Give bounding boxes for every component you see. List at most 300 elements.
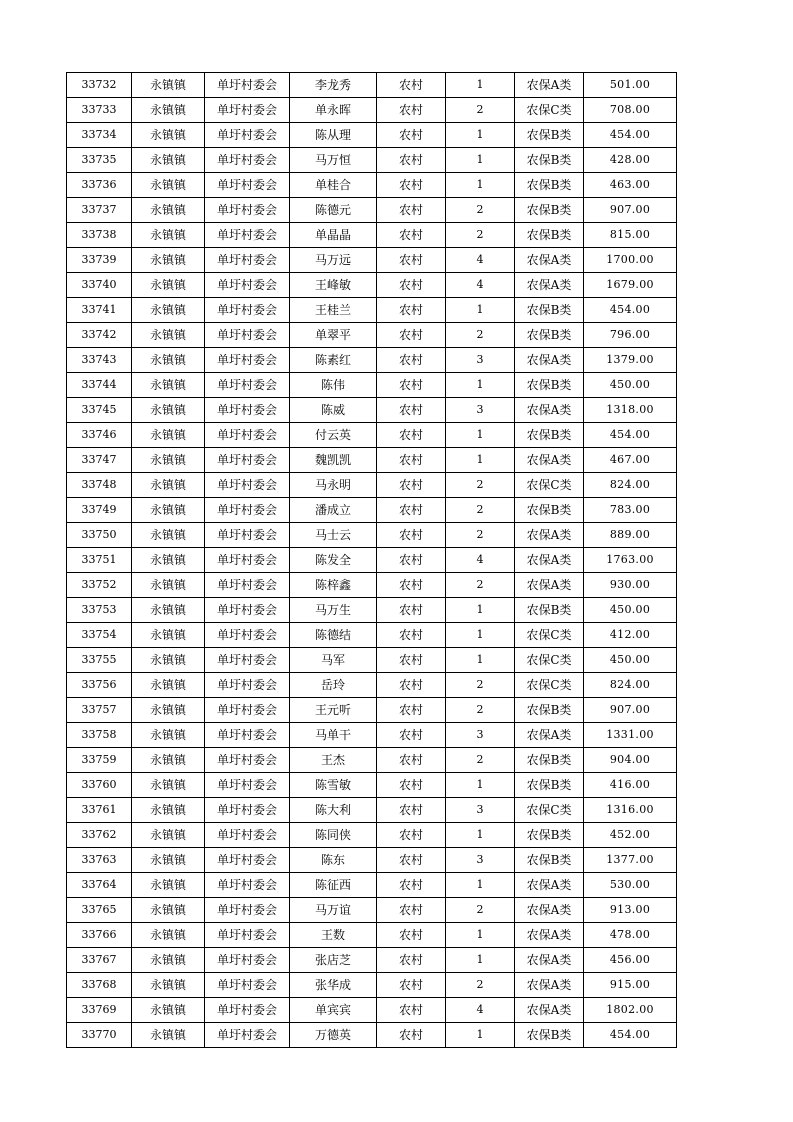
- cell-village: 单圩村委会: [205, 498, 290, 523]
- cell-category: 农保A类: [515, 523, 584, 548]
- cell-category: 农保B类: [515, 323, 584, 348]
- cell-amount: 1700.00: [584, 248, 677, 273]
- cell-type: 农村: [377, 248, 446, 273]
- cell-town: 永镇镇: [132, 773, 205, 798]
- cell-amount: 824.00: [584, 673, 677, 698]
- cell-id: 33739: [67, 248, 132, 273]
- cell-type: 农村: [377, 848, 446, 873]
- cell-category: 农保B类: [515, 148, 584, 173]
- table-row: [67, 798, 677, 823]
- cell-amount: 501.00: [584, 73, 677, 98]
- cell-id: 33770: [67, 1023, 132, 1048]
- cell-count: 1: [446, 873, 515, 898]
- data-table: [66, 72, 677, 1048]
- cell-id: 33756: [67, 673, 132, 698]
- cell-village: 单圩村委会: [205, 848, 290, 873]
- cell-town: 永镇镇: [132, 498, 205, 523]
- table-row: [67, 173, 677, 198]
- cell-amount: 824.00: [584, 473, 677, 498]
- cell-count: 1: [446, 173, 515, 198]
- cell-id: 33752: [67, 573, 132, 598]
- cell-category: 农保B类: [515, 598, 584, 623]
- cell-name: 陈发全: [290, 548, 377, 573]
- cell-id: 33757: [67, 698, 132, 723]
- cell-id: 33743: [67, 348, 132, 373]
- cell-category: 农保B类: [515, 423, 584, 448]
- cell-town: 永镇镇: [132, 423, 205, 448]
- cell-village: 单圩村委会: [205, 423, 290, 448]
- cell-category: 农保A类: [515, 923, 584, 948]
- table-row: [67, 923, 677, 948]
- cell-category: 农保A类: [515, 398, 584, 423]
- cell-category: 农保A类: [515, 273, 584, 298]
- cell-amount: 450.00: [584, 648, 677, 673]
- table-row: [67, 448, 677, 473]
- cell-count: 1: [446, 423, 515, 448]
- cell-count: 3: [446, 798, 515, 823]
- cell-amount: 915.00: [584, 973, 677, 998]
- cell-count: 4: [446, 548, 515, 573]
- cell-id: 33763: [67, 848, 132, 873]
- cell-town: 永镇镇: [132, 398, 205, 423]
- cell-amount: 796.00: [584, 323, 677, 348]
- cell-type: 农村: [377, 398, 446, 423]
- cell-village: 单圩村委会: [205, 323, 290, 348]
- cell-town: 永镇镇: [132, 873, 205, 898]
- cell-amount: 463.00: [584, 173, 677, 198]
- cell-type: 农村: [377, 873, 446, 898]
- table-row: [67, 773, 677, 798]
- cell-name: 单晶晶: [290, 223, 377, 248]
- cell-type: 农村: [377, 573, 446, 598]
- cell-town: 永镇镇: [132, 148, 205, 173]
- cell-amount: 1377.00: [584, 848, 677, 873]
- cell-town: 永镇镇: [132, 698, 205, 723]
- cell-amount: 467.00: [584, 448, 677, 473]
- cell-amount: 450.00: [584, 373, 677, 398]
- cell-type: 农村: [377, 473, 446, 498]
- cell-town: 永镇镇: [132, 523, 205, 548]
- cell-category: 农保C类: [515, 798, 584, 823]
- cell-amount: 450.00: [584, 598, 677, 623]
- cell-category: 农保B类: [515, 823, 584, 848]
- cell-amount: 1763.00: [584, 548, 677, 573]
- cell-category: 农保B类: [515, 173, 584, 198]
- table-row: [67, 723, 677, 748]
- cell-id: 33736: [67, 173, 132, 198]
- cell-village: 单圩村委会: [205, 998, 290, 1023]
- cell-village: 单圩村委会: [205, 548, 290, 573]
- cell-village: 单圩村委会: [205, 98, 290, 123]
- cell-town: 永镇镇: [132, 723, 205, 748]
- cell-count: 1: [446, 948, 515, 973]
- cell-type: 农村: [377, 423, 446, 448]
- cell-id: 33758: [67, 723, 132, 748]
- cell-village: 单圩村委会: [205, 973, 290, 998]
- table-row: [67, 598, 677, 623]
- cell-amount: 456.00: [584, 948, 677, 973]
- cell-town: 永镇镇: [132, 898, 205, 923]
- cell-name: 陈东: [290, 848, 377, 873]
- table-row: [67, 423, 677, 448]
- cell-name: 张店芝: [290, 948, 377, 973]
- cell-count: 1: [446, 298, 515, 323]
- cell-town: 永镇镇: [132, 973, 205, 998]
- cell-town: 永镇镇: [132, 948, 205, 973]
- cell-id: 33733: [67, 98, 132, 123]
- cell-count: 1: [446, 648, 515, 673]
- cell-village: 单圩村委会: [205, 73, 290, 98]
- table-row: [67, 298, 677, 323]
- cell-id: 33734: [67, 123, 132, 148]
- cell-category: 农保B类: [515, 698, 584, 723]
- cell-id: 33765: [67, 898, 132, 923]
- cell-village: 单圩村委会: [205, 148, 290, 173]
- cell-town: 永镇镇: [132, 173, 205, 198]
- cell-village: 单圩村委会: [205, 648, 290, 673]
- cell-town: 永镇镇: [132, 923, 205, 948]
- cell-count: 2: [446, 673, 515, 698]
- cell-id: 33738: [67, 223, 132, 248]
- cell-amount: 904.00: [584, 748, 677, 773]
- cell-name: 马万远: [290, 248, 377, 273]
- cell-town: 永镇镇: [132, 248, 205, 273]
- cell-type: 农村: [377, 748, 446, 773]
- cell-category: 农保A类: [515, 948, 584, 973]
- cell-town: 永镇镇: [132, 1023, 205, 1048]
- cell-name: 陈征西: [290, 873, 377, 898]
- cell-town: 永镇镇: [132, 848, 205, 873]
- cell-village: 单圩村委会: [205, 673, 290, 698]
- cell-amount: 1318.00: [584, 398, 677, 423]
- cell-village: 单圩村委会: [205, 123, 290, 148]
- cell-id: 33759: [67, 748, 132, 773]
- cell-type: 农村: [377, 348, 446, 373]
- cell-id: 33732: [67, 73, 132, 98]
- cell-town: 永镇镇: [132, 298, 205, 323]
- cell-town: 永镇镇: [132, 548, 205, 573]
- cell-category: 农保A类: [515, 973, 584, 998]
- cell-count: 4: [446, 248, 515, 273]
- cell-count: 2: [446, 198, 515, 223]
- cell-type: 农村: [377, 173, 446, 198]
- cell-count: 2: [446, 898, 515, 923]
- table-row: [67, 473, 677, 498]
- cell-type: 农村: [377, 723, 446, 748]
- cell-name: 马万生: [290, 598, 377, 623]
- cell-count: 4: [446, 273, 515, 298]
- cell-town: 永镇镇: [132, 673, 205, 698]
- cell-type: 农村: [377, 998, 446, 1023]
- cell-name: 王数: [290, 923, 377, 948]
- cell-category: 农保A类: [515, 723, 584, 748]
- cell-type: 农村: [377, 548, 446, 573]
- cell-name: 魏凯凯: [290, 448, 377, 473]
- cell-count: 3: [446, 348, 515, 373]
- cell-amount: 412.00: [584, 623, 677, 648]
- cell-type: 农村: [377, 823, 446, 848]
- cell-category: 农保B类: [515, 848, 584, 873]
- cell-id: 33755: [67, 648, 132, 673]
- cell-village: 单圩村委会: [205, 823, 290, 848]
- cell-count: 2: [446, 473, 515, 498]
- cell-id: 33764: [67, 873, 132, 898]
- cell-count: 3: [446, 398, 515, 423]
- cell-count: 1: [446, 448, 515, 473]
- table-row: [67, 1023, 677, 1048]
- cell-name: 王桂兰: [290, 298, 377, 323]
- cell-count: 1: [446, 623, 515, 648]
- cell-name: 陈德元: [290, 198, 377, 223]
- cell-name: 陈大利: [290, 798, 377, 823]
- cell-town: 永镇镇: [132, 198, 205, 223]
- cell-town: 永镇镇: [132, 223, 205, 248]
- cell-village: 单圩村委会: [205, 923, 290, 948]
- cell-village: 单圩村委会: [205, 873, 290, 898]
- table-row: [67, 98, 677, 123]
- cell-count: 1: [446, 923, 515, 948]
- cell-count: 3: [446, 723, 515, 748]
- table-row: [67, 648, 677, 673]
- cell-id: 33735: [67, 148, 132, 173]
- cell-village: 单圩村委会: [205, 698, 290, 723]
- cell-name: 万德英: [290, 1023, 377, 1048]
- table-row: [67, 398, 677, 423]
- cell-id: 33762: [67, 823, 132, 848]
- cell-category: 农保A类: [515, 348, 584, 373]
- cell-category: 农保C类: [515, 648, 584, 673]
- cell-type: 农村: [377, 598, 446, 623]
- cell-amount: 1379.00: [584, 348, 677, 373]
- cell-name: 陈从理: [290, 123, 377, 148]
- cell-id: 33744: [67, 373, 132, 398]
- table-row: [67, 698, 677, 723]
- cell-village: 单圩村委会: [205, 373, 290, 398]
- table-row: [67, 623, 677, 648]
- cell-name: 马军: [290, 648, 377, 673]
- cell-type: 农村: [377, 623, 446, 648]
- cell-category: 农保B类: [515, 1023, 584, 1048]
- cell-id: 33745: [67, 398, 132, 423]
- table-row: [67, 898, 677, 923]
- cell-village: 单圩村委会: [205, 523, 290, 548]
- cell-amount: 478.00: [584, 923, 677, 948]
- cell-type: 农村: [377, 698, 446, 723]
- cell-town: 永镇镇: [132, 748, 205, 773]
- cell-category: 农保B类: [515, 498, 584, 523]
- table-row: [67, 873, 677, 898]
- cell-category: 农保B类: [515, 773, 584, 798]
- cell-type: 农村: [377, 98, 446, 123]
- cell-count: 2: [446, 498, 515, 523]
- cell-count: 2: [446, 973, 515, 998]
- cell-amount: 930.00: [584, 573, 677, 598]
- cell-name: 王元听: [290, 698, 377, 723]
- cell-village: 单圩村委会: [205, 398, 290, 423]
- table-row: [67, 673, 677, 698]
- table-row: [67, 348, 677, 373]
- table-row: [67, 323, 677, 348]
- cell-town: 永镇镇: [132, 273, 205, 298]
- cell-town: 永镇镇: [132, 448, 205, 473]
- cell-amount: 530.00: [584, 873, 677, 898]
- cell-name: 马单干: [290, 723, 377, 748]
- table-row: [67, 148, 677, 173]
- cell-type: 农村: [377, 273, 446, 298]
- cell-town: 永镇镇: [132, 473, 205, 498]
- cell-count: 1: [446, 73, 515, 98]
- cell-id: 33767: [67, 948, 132, 973]
- cell-village: 单圩村委会: [205, 948, 290, 973]
- cell-name: 单桂合: [290, 173, 377, 198]
- cell-type: 农村: [377, 948, 446, 973]
- cell-count: 1: [446, 1023, 515, 1048]
- cell-amount: 907.00: [584, 198, 677, 223]
- cell-type: 农村: [377, 223, 446, 248]
- cell-count: 2: [446, 98, 515, 123]
- cell-village: 单圩村委会: [205, 598, 290, 623]
- cell-village: 单圩村委会: [205, 798, 290, 823]
- cell-amount: 815.00: [584, 223, 677, 248]
- cell-type: 农村: [377, 373, 446, 398]
- cell-town: 永镇镇: [132, 623, 205, 648]
- cell-name: 王峰敏: [290, 273, 377, 298]
- cell-count: 2: [446, 748, 515, 773]
- cell-village: 单圩村委会: [205, 173, 290, 198]
- cell-category: 农保A类: [515, 548, 584, 573]
- table-body: [67, 73, 677, 1048]
- cell-id: 33742: [67, 323, 132, 348]
- cell-category: 农保B类: [515, 223, 584, 248]
- cell-name: 李龙秀: [290, 73, 377, 98]
- cell-name: 付云英: [290, 423, 377, 448]
- cell-amount: 454.00: [584, 298, 677, 323]
- cell-village: 单圩村委会: [205, 623, 290, 648]
- cell-amount: 1802.00: [584, 998, 677, 1023]
- cell-town: 永镇镇: [132, 98, 205, 123]
- cell-name: 陈同侠: [290, 823, 377, 848]
- cell-name: 单宾宾: [290, 998, 377, 1023]
- cell-id: 33748: [67, 473, 132, 498]
- table-row: [67, 748, 677, 773]
- cell-town: 永镇镇: [132, 573, 205, 598]
- cell-count: 2: [446, 573, 515, 598]
- cell-count: 1: [446, 773, 515, 798]
- cell-name: 陈威: [290, 398, 377, 423]
- cell-category: 农保A类: [515, 873, 584, 898]
- table-row: [67, 273, 677, 298]
- table-row: [67, 823, 677, 848]
- cell-name: 王杰: [290, 748, 377, 773]
- cell-category: 农保A类: [515, 898, 584, 923]
- cell-count: 3: [446, 848, 515, 873]
- cell-type: 农村: [377, 648, 446, 673]
- cell-name: 马士云: [290, 523, 377, 548]
- cell-amount: 1331.00: [584, 723, 677, 748]
- cell-village: 单圩村委会: [205, 448, 290, 473]
- cell-category: 农保A类: [515, 573, 584, 598]
- cell-category: 农保B类: [515, 748, 584, 773]
- cell-count: 1: [446, 373, 515, 398]
- cell-village: 单圩村委会: [205, 573, 290, 598]
- cell-name: 陈德结: [290, 623, 377, 648]
- cell-town: 永镇镇: [132, 123, 205, 148]
- cell-name: 马万恒: [290, 148, 377, 173]
- cell-village: 单圩村委会: [205, 248, 290, 273]
- cell-name: 马万谊: [290, 898, 377, 923]
- cell-amount: 452.00: [584, 823, 677, 848]
- cell-category: 农保C类: [515, 473, 584, 498]
- cell-type: 农村: [377, 123, 446, 148]
- cell-count: 1: [446, 598, 515, 623]
- cell-amount: 454.00: [584, 423, 677, 448]
- cell-name: 陈伟: [290, 373, 377, 398]
- cell-id: 33754: [67, 623, 132, 648]
- cell-amount: 416.00: [584, 773, 677, 798]
- cell-type: 农村: [377, 773, 446, 798]
- cell-category: 农保A类: [515, 248, 584, 273]
- cell-village: 单圩村委会: [205, 773, 290, 798]
- cell-id: 33768: [67, 973, 132, 998]
- cell-id: 33753: [67, 598, 132, 623]
- cell-name: 单永晖: [290, 98, 377, 123]
- cell-amount: 1679.00: [584, 273, 677, 298]
- cell-category: 农保C类: [515, 98, 584, 123]
- cell-type: 农村: [377, 973, 446, 998]
- cell-id: 33761: [67, 798, 132, 823]
- cell-category: 农保A类: [515, 448, 584, 473]
- cell-village: 单圩村委会: [205, 198, 290, 223]
- cell-amount: 428.00: [584, 148, 677, 173]
- cell-count: 2: [446, 223, 515, 248]
- cell-amount: 783.00: [584, 498, 677, 523]
- cell-type: 农村: [377, 298, 446, 323]
- cell-type: 农村: [377, 148, 446, 173]
- cell-name: 陈梓鑫: [290, 573, 377, 598]
- cell-village: 单圩村委会: [205, 748, 290, 773]
- cell-count: 2: [446, 523, 515, 548]
- cell-count: 2: [446, 323, 515, 348]
- cell-id: 33746: [67, 423, 132, 448]
- cell-category: 农保B类: [515, 373, 584, 398]
- cell-amount: 889.00: [584, 523, 677, 548]
- table-row: [67, 848, 677, 873]
- cell-amount: 708.00: [584, 98, 677, 123]
- table-row: [67, 973, 677, 998]
- cell-id: 33760: [67, 773, 132, 798]
- cell-id: 33741: [67, 298, 132, 323]
- cell-type: 农村: [377, 448, 446, 473]
- cell-category: 农保B类: [515, 123, 584, 148]
- cell-amount: 913.00: [584, 898, 677, 923]
- cell-id: 33766: [67, 923, 132, 948]
- cell-village: 单圩村委会: [205, 1023, 290, 1048]
- cell-village: 单圩村委会: [205, 723, 290, 748]
- cell-id: 33750: [67, 523, 132, 548]
- cell-type: 农村: [377, 498, 446, 523]
- cell-type: 农村: [377, 1023, 446, 1048]
- cell-type: 农村: [377, 898, 446, 923]
- cell-name: 陈素红: [290, 348, 377, 373]
- cell-amount: 454.00: [584, 123, 677, 148]
- table-row: [67, 198, 677, 223]
- cell-category: 农保C类: [515, 623, 584, 648]
- table-row: [67, 373, 677, 398]
- cell-id: 33747: [67, 448, 132, 473]
- cell-category: 农保A类: [515, 998, 584, 1023]
- cell-village: 单圩村委会: [205, 273, 290, 298]
- cell-type: 农村: [377, 198, 446, 223]
